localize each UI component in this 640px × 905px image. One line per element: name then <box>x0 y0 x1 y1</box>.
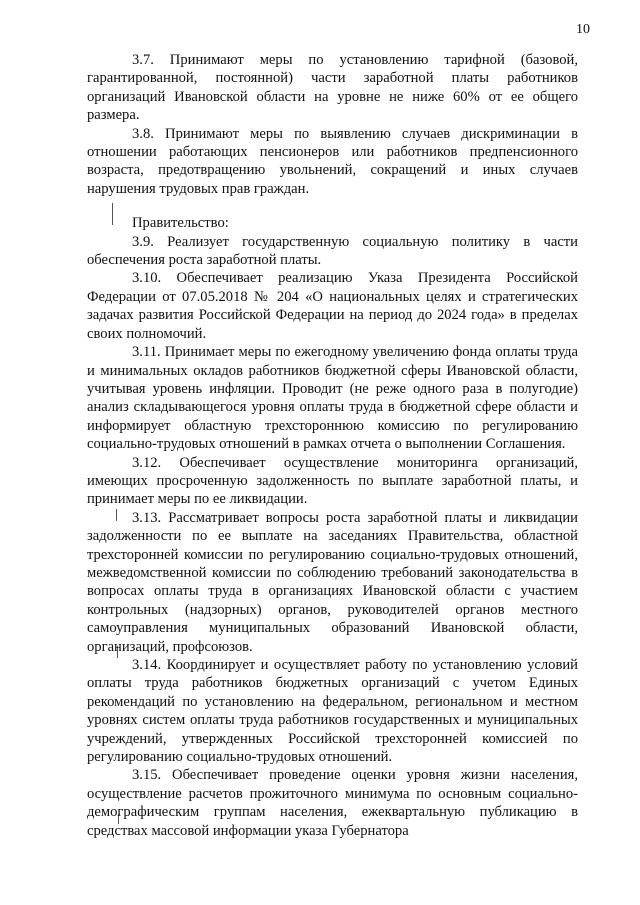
document-body <box>87 51 578 840</box>
paragraph-3-12: 3.12. Обеспечивает осуществление мониторинга организаций, имеющих просроченную задолженность по выплате заработной платы, и принимает меры по ее ликвидации. <box>87 454 578 508</box>
paragraph-3-9: 3.9. Реализует государственную социальную политику в части обеспечения роста заработной платы. <box>87 233 578 269</box>
paragraph-3-13: 3.13. Рассматривает вопросы роста заработной платы и ликвидации задолженности по ее выплате на заседаниях Правительства, областной трехсторонней комиссии по регулированию социально-трудовых отношений, межведомственной комиссии по соблюдению требований законодательства в вопросах оплаты труда в организациях Ивановской области с участием контрольных (надзорных) органов, руководителей органов местного самоуправления муниципальных образований Ивановской области, организаций, профсоюзов. <box>87 509 578 655</box>
page-number: 10 <box>576 22 590 37</box>
paragraph-3-11: 3.11. Принимает меры по ежегодному увеличению фонда оплаты труда и минимальных окладов работников бюджетной сферы Ивановской области, учитывая уровень инфляции. Проводит (не реже одного раза в полугодие) анализ складывающегося уровня оплаты труда в бюджетной сфере области и информирует областную трехстороннюю комиссию по регулированию социально-трудовых отношений в рамках отчета о выполнении Соглашения. <box>87 344 578 453</box>
paragraph-3-7: 3.7. Принимают меры по установлению тарифной (базовой, гарантированной, постоянной) части заработной платы работников организаций Ивановской области на уровне не ниже 60% от ее общего размера. <box>87 52 578 124</box>
paragraph-3-15: 3.15. Обеспечивает проведение оценки уровня жизни населения, осуществление расчетов прожиточного минимума по основным социально-демографическим группам населения, ежеквартальную публикацию в средствах массовой информации указа Губернатора <box>87 767 578 839</box>
paragraph-3-10: 3.10. Обеспечивает реализацию Указа Президента Российской Федерации от 07.05.2018 № 204 «О национальных целях и стратегических задачах развития Российской Федерации на период до 2024 года» в пределах своих полномочий. <box>87 270 578 342</box>
paragraph-3-14: 3.14. Координирует и осуществляет работу по установлению условий оплаты труда работников бюджетных организаций с учетом Единых рекомендаций по установлению на федеральном, региональном и местном уровнях систем оплаты труда работников государственных и муниципальных учреждений, утвержденных Российской трехсторонней комиссией по регулированию социально-трудовых отношений. <box>87 657 578 766</box>
paragraph-3-8: 3.8. Принимают меры по выявлению случаев дискриминации в отношении работающих пенсионеров или работников предпенсионного возраста, предотвращению увольнений, сокращений и иных случаев нарушения трудовых прав граждан. <box>87 125 578 197</box>
section-heading-government: Правительство: <box>132 215 229 232</box>
